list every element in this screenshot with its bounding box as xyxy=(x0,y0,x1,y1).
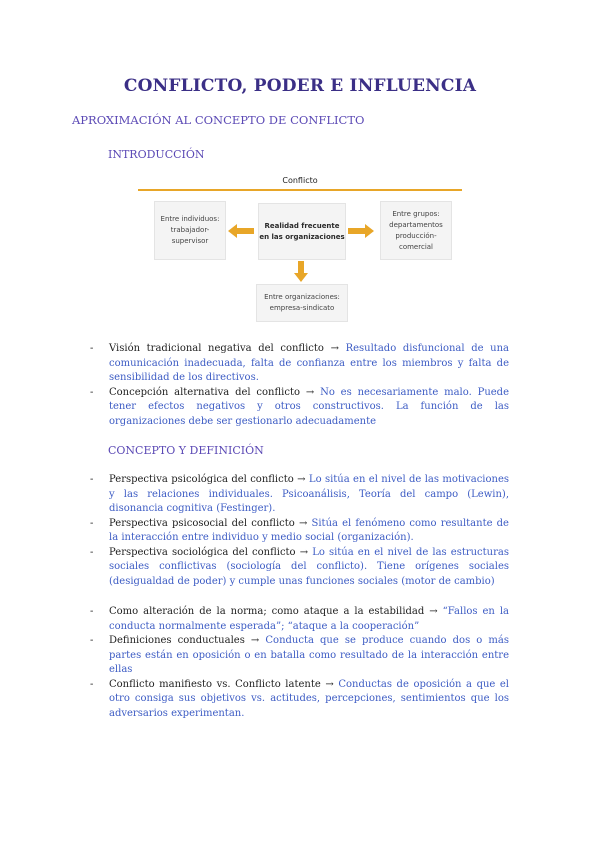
item-lead: Como alteración de la norma; como ataque a la estabilidad xyxy=(109,606,425,617)
diagram-box-individuals xyxy=(154,201,226,260)
arrow-right-icon: → xyxy=(305,386,315,398)
arrow-down-icon xyxy=(294,261,308,282)
item-lead: Conflicto manifiesto vs. Conflicto latente xyxy=(109,678,321,690)
arrow-right-icon: → xyxy=(250,635,260,646)
diagram-box-groups xyxy=(380,201,452,260)
arrow-right-icon: → xyxy=(297,474,306,485)
section-heading: APROXIMACIÓN AL CONCEPTO DE CONFLICTO xyxy=(72,113,365,127)
item-detail: No es necesariamente malo. Puede tener efectos negativos y otros constructivos. La función de las organizaciones debe ser gestionarlo adecuadamente xyxy=(109,386,509,427)
diagram-box-organizations xyxy=(256,284,348,322)
diagram-box-center xyxy=(258,203,346,260)
item-detail: Lo sitúa en el nivel de las estructuras sociales conflictivas (sociología del conflicto). Tiene orígenes sociales (desigualdad de poder) y cumple unas funciones sociales (motor de cambio) xyxy=(109,546,509,587)
diagram-box-individuals-label: Entre individuos: trabajador-supervisor xyxy=(160,215,220,245)
diagram-box-organizations-label: Entre organizaciones: empresa-sindicato xyxy=(264,293,340,312)
arrow-right-icon: → xyxy=(299,546,309,558)
subsection-heading-concept: CONCEPTO Y DEFINICIÓN xyxy=(108,444,264,457)
item-detail: “Fallos en la conducta normalmente esperada”; “ataque a la cooperación” xyxy=(109,606,510,632)
item-lead: Perspectiva psicológica del conflicto xyxy=(109,474,294,485)
item-lead: Perspectiva sociológica del conflicto xyxy=(109,546,296,558)
intro-list xyxy=(90,342,509,429)
page-title: CONFLICTO, PODER E INFLUENCIA xyxy=(123,76,477,96)
list-item: - Perspectiva psicosocial del conflicto → Sitúa el fenómeno como resultante de la interacción entre individuo y medio social (organización). xyxy=(90,517,509,543)
perspectives-list xyxy=(90,473,509,589)
diagram-underline xyxy=(138,189,462,191)
list-item: - Como alteración de la norma; como ataque a la estabilidad → “Fallos en la conducta normalmente esperada”; “ataque a la cooperación” xyxy=(90,606,510,632)
item-lead: Perspectiva psicosocial del conflicto xyxy=(109,517,295,529)
item-detail: Lo sitúa en el nivel de las motivaciones y las relaciones individuales. Psicoanálisis, Teoría del campo (Lewin), disonancia cognitiva (Festinger). xyxy=(109,474,510,514)
list-item: - Perspectiva sociológica del conflicto → Lo sitúa en el nivel de las estructuras sociales conflictivas (sociología del conflicto). Tiene orígenes sociales (desigualdad de poder) y cumple unas funciones sociales (motor de cambio) xyxy=(90,546,509,587)
diagram-box-groups-label: Entre grupos: departamentos producción-comercial xyxy=(389,209,443,251)
arrow-right-icon: → xyxy=(298,517,308,529)
list-item: - Definiciones conductuales → Conducta que se produce cuando dos o más partes están en oposición o en batalla como resultado de la interacción entre ellas xyxy=(90,635,509,675)
list-item: - Conflicto manifiesto vs. Conflicto latente → Conductas de oposición a que el otro consiga sus objetivos vs. actitudes, percepciones, sentimientos que los adversarios experimentan. xyxy=(90,678,510,719)
item-detail: Conducta que se produce cuando dos o más partes están en oposición o en batalla como resultado de la interacción entre ellas xyxy=(109,635,509,675)
arrow-right-icon: → xyxy=(325,678,334,690)
item-lead: Visión tradicional negativa del conflicto xyxy=(109,343,324,354)
item-detail: Sitúa el fenómeno como resultante de la interacción entre individuo y medio social (organización). xyxy=(109,517,509,543)
arrow-right-icon: → xyxy=(429,606,438,617)
arrow-right-icon xyxy=(348,224,374,238)
arrow-right-icon: → xyxy=(330,343,339,354)
arrow-left-icon xyxy=(228,224,254,238)
item-detail: Resultado disfuncional de una comunicación inadecuada, falta de confianza entre los miembros y falta de sensibilidad de los directivos. xyxy=(109,343,509,383)
item-lead: Definiciones conductuales xyxy=(109,635,245,646)
list-item: - Perspectiva psicológica del conflicto → Lo sitúa en el nivel de las motivaciones y las relaciones individuales. Psicoanálisis, Teoría del campo (Lewin), disonancia cognitiva (Festinger). xyxy=(90,474,510,514)
diagram-box-center-label: Realidad frecuente en las organizaciones xyxy=(259,221,345,241)
list-item: - Concepción alternativa del conflicto → No es necesariamente malo. Puede tener efectos negativos y otros constructivos. La función de las organizaciones debe ser gestionarlo adecuadamente xyxy=(90,386,509,427)
item-detail: Conductas de oposición a que el otro consiga sus objetivos vs. actitudes, percepciones, sentimientos que los adversarios experimentan. xyxy=(109,678,510,719)
conflict-diagram xyxy=(138,176,462,321)
diagram-title: Conflicto xyxy=(282,176,318,185)
item-lead: Concepción alternativa del conflicto xyxy=(109,386,300,398)
definitions-list xyxy=(90,605,509,721)
list-item: - Visión tradicional negativa del conflicto → Resultado disfuncional de una comunicación inadecuada, falta de confianza entre los miembros y falta de sensibilidad de los directivos. xyxy=(90,343,509,383)
subsection-heading-intro: INTRODUCCIÓN xyxy=(108,148,205,161)
